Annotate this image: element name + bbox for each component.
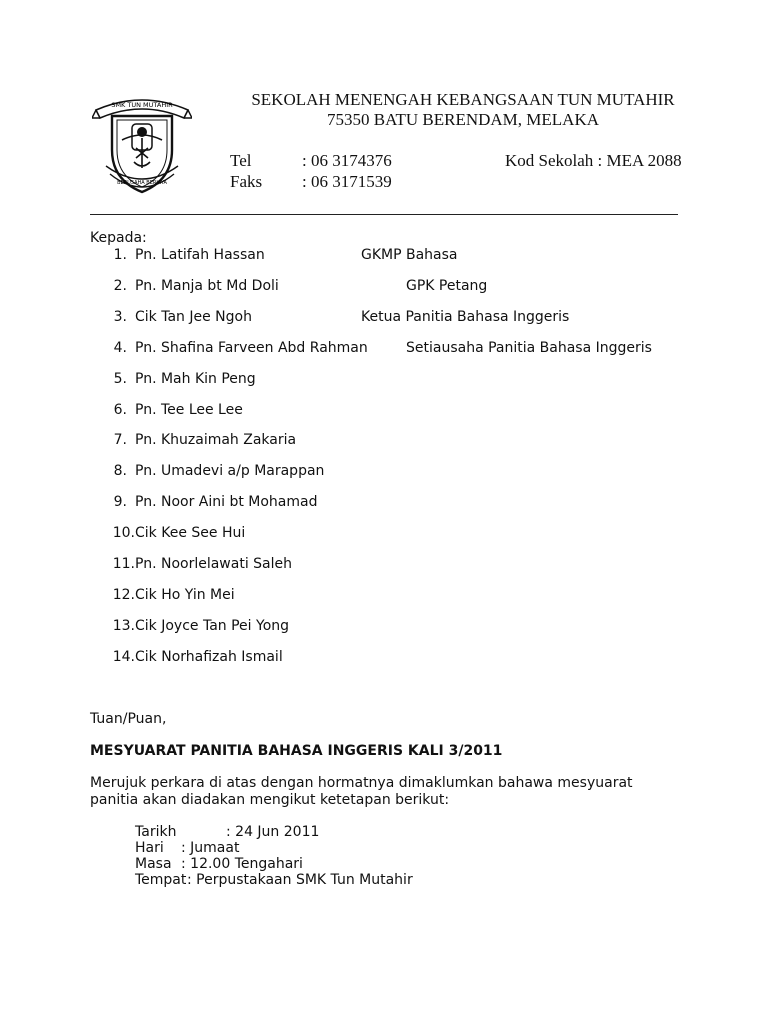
recipient-number: 13. [112,617,135,634]
recipient-name: Pn. Tee Lee Lee [135,401,243,418]
recipient-name: Pn. Noor Aini bt Mohamad [135,494,318,511]
recipient-number: 6. [113,401,127,418]
recipient-number: 8. [113,463,127,480]
day-label: Hari [135,840,164,856]
fax-value: : 06 3171539 [302,172,392,191]
recipient-number: 12. [112,586,135,603]
recipient-number: 1. [113,247,127,263]
recipient-name: Pn. Khuzaimah Zakaria [135,432,297,449]
recipient-number: 4. [113,339,127,356]
recipient-name: Cik Norhafizah Ismail [135,648,283,665]
letter-subject: MESYUARAT PANITIA BAHASA INGGERIS KALI 3/2011 [90,743,503,759]
place-value: : Perpustakaan SMK Tun Mutahir [187,872,413,888]
intro-line-1: Merujuk perkara di atas dengan hormatnya dimaklumkan bahawa mesyuarat [90,775,633,791]
recipient-name: Cik Joyce Tan Pei Yong [135,617,290,634]
header-divider [90,214,678,215]
recipient-number: 3. [113,308,127,325]
recipient-role: Ketua Panitia Bahasa Inggeris [361,308,570,325]
recipient-number: 5. [113,370,127,387]
recipient-number: 7. [113,432,127,449]
recipient-name: Pn. Latifah Hassan [135,247,265,263]
recipient-name: Pn. Mah Kin Peng [135,370,256,387]
svg-text:SMK TUN MUTAHIR: SMK TUN MUTAHIR [111,101,173,109]
recipient-name: Cik Kee See Hui [135,525,246,542]
recipient-number: 11. [112,556,135,572]
tel-label: Tel [230,151,252,170]
recipient-role: GKMP Bahasa [361,247,458,263]
tel-value: : 06 3174376 [302,151,392,170]
recipient-role: GPK Petang [406,277,488,294]
time-value: : 12.00 Tengahari [181,856,303,872]
recipient-name: Pn. Shafina Farveen Abd Rahman [135,339,368,356]
date-label: Tarikh [135,824,177,840]
recipient-name: Pn. Manja bt Md Doli [135,277,279,294]
day-value: : Jumaat [181,840,240,856]
recipient-number: 2. [113,277,127,294]
recipient-role: Setiausaha Panitia Bahasa Inggeris [406,339,652,356]
school-crest-logo [92,88,192,198]
place-label: Tempat [135,872,187,888]
recipient-name: Cik Ho Yin Mei [135,586,235,603]
recipient-name: Cik Tan Jee Ngoh [135,308,252,325]
date-value: : 24 Jun 2011 [226,824,320,840]
salutation: Tuan/Puan, [90,711,167,727]
school-code: Kod Sekolah : MEA 2088 [505,151,682,170]
recipient-number: 9. [113,494,127,511]
svg-text:BERUSAHA BERJAYA: BERUSAHA BERJAYA [117,180,167,186]
recipients-heading: Kepada: [90,230,147,246]
school-name: SEKOLAH MENENGAH KEBANGSAAN TUN MUTAHIR [251,90,675,109]
recipient-name: Pn. Umadevi a/p Marappan [135,463,325,480]
time-label: Masa [135,856,172,872]
intro-line-2: panitia akan diadakan mengikut ketetapan berikut: [90,792,450,808]
recipient-name: Pn. Noorlelawati Saleh [135,556,293,572]
school-address: 75350 BATU BERENDAM, MELAKA [327,110,599,129]
recipient-number: 14. [112,648,135,665]
fax-label: Faks [230,172,263,191]
recipient-number: 10. [112,525,135,542]
